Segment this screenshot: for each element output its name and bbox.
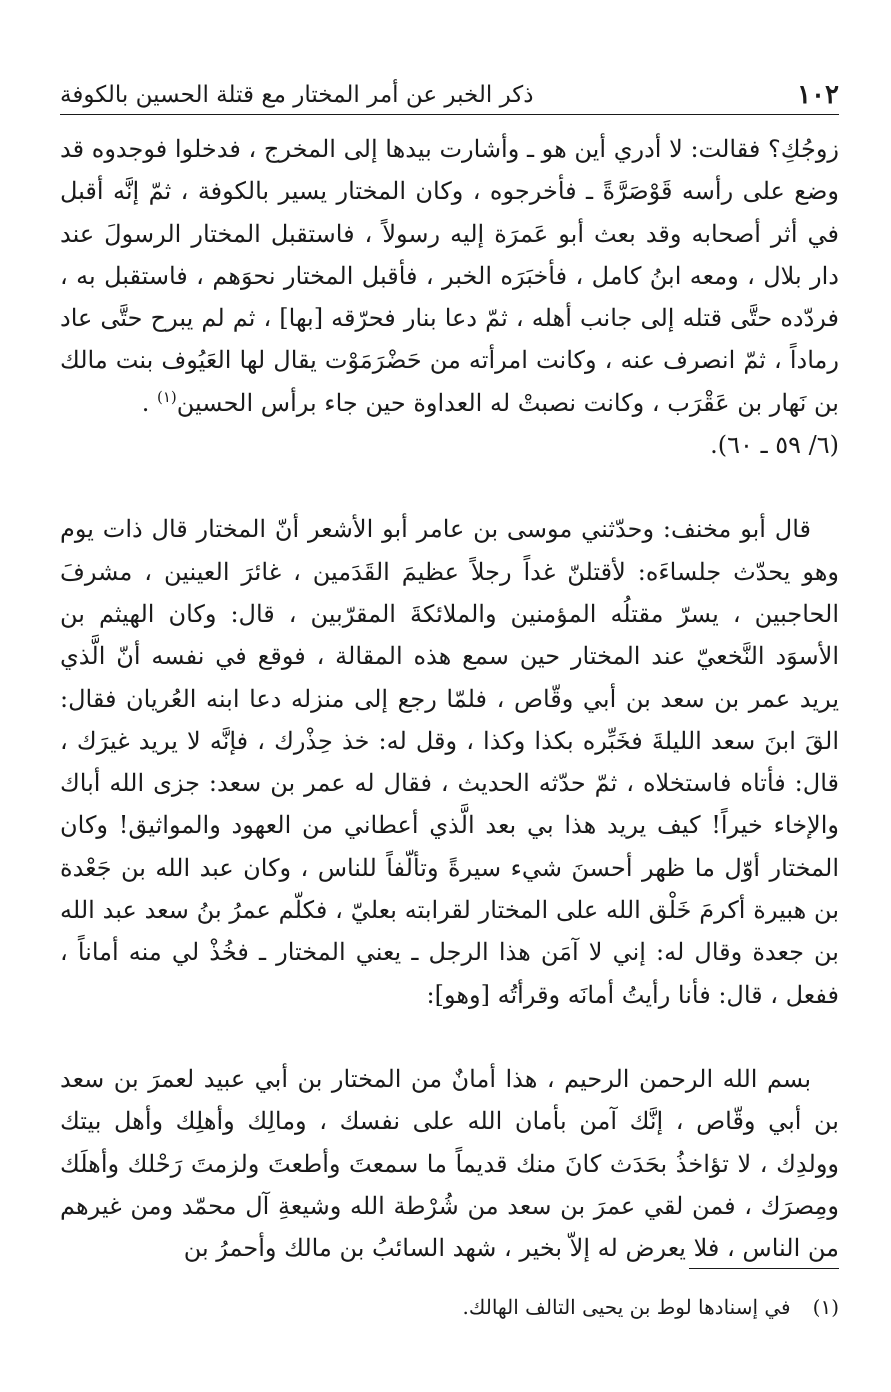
chapter-title: ذكر الخبر عن أمر المختار مع قتلة الحسين بالكوفة [60,82,534,108]
paragraph-text: زوجُكِ؟ فقالت: لا أدري أين هو ـ وأشارت بيدها إلى المخرج ، فدخلوا فوجدوه قد وضع على رأسه قَوْصَرَّةً ـ فأخرجوه ، وكان المختار يسير بالكوفة ، ثمّ إنَّه أقبل في أثر أصحابه وقد بعث أبو عَمرَة إليه رسولاً ، فاستقبل المختار الرسولَ عند دار بلال ، ومعه ابنُ كامل ، فأخبَرَه الخبر ، فأقبل المختار نحوَهم ، فاستقبل به ، فردّده حتَّى قتله إلى جانب أهله ، ثمّ دعا بنار فحرّقه [بها] ، ثم لم يبرح حتَّى عاد رماداً ، ثمّ انصرف عنه ، وكانت امرأته من حَضْرَمَوْت يقال لها العَيُوف بنت مالك بن نَهار بن عَقْرَب ، وكانت نصبتْ له العداوة حين جاء برأس الحسين [60,135,840,417]
footnote-marker: (١) [156,387,177,406]
footnote [60,1292,839,1322]
paragraph: قال أبو مخنف: وحدّثني موسى بن عامر أبو الأشعر أنّ المختار قال ذات يوم وهو يحدّث جلساءَه: لأقتلنّ غداً رجلاً عظيمَ القَدَمين ، غائرَ العينين ، مشرفَ الحاجبين ، يسرّ مقتلُه المؤمنين والملائكةَ المقرّبين ، قال: وكان الهيثم بن الأسوَد النَّخعيّ عند المختار حين سمع هذه المقالة ، فوقع في نفسه أنّ الَّذي يريد عمر بن سعد بن أبي وقّاص ، فلمّا رجع إلى منزله دعا ابنه العُريان فقال: القَ ابنَ سعد الليلةَ فخَبِّره بكذا وكذا ، وقل له: خذ حِذْرك ، فإنَّه لا يريد غيرَك ، قال: فأتاه فاستخلاه ، ثمّ حدّثه الحديث ، فقال له عمر بن سعد: جزى الله أباك والإخاء خيراً! كيف يريد هذا بي بعد الَّذي أعطاني من العهود والمواثيق! وكان المختار أوّل ما ظهر أحسنَ شيء سيرةً وتألّفاً للناس ، وكان عبد الله بن جَعْدة بن هبيرة أكرمَ خَلْق الله على المختار لقرابته بعليّ ، فكلّم عمرُ بنُ سعد عبد الله بن جعدة وقال له: إني لا آمَن هذا الرجل ـ يعني المختار ـ فخُذْ لي منه أماناً ، ففعل ، قال: فأنا رأيتُ أمانَه وقرأتُه [وهو]: [60,515,839,1009]
page-number: ١٠٢ [797,80,839,110]
paragraph: بسم الله الرحمن الرحيم ، هذا أمانٌ من المختار بن أبي عبيد لعمرَ بن سعد بن أبي وقّاص ، إنَّك آمن بأمان الله على نفسك ، ومالِك وأهلِك وأهل بيتك وولدِك ، لا تؤاخذُ بحَدَث كانَ منك قديماً ما سمعتَ وأطعتَ ولزمتَ رَحْلك وأهلَك ومِصرَك ، فمن لقي عمرَ بن سعد من شُرْطة الله وشيعةِ آل محمّد ومن غيرهم من الناس ، فلا يعرض له إلاّ بخير ، شهد السائبُ بن مالك وأحمرُ بن [60,1064,839,1263]
footnote-text: في إسنادها لوط بن يحيى التالف الهالك. [462,1295,791,1319]
source-reference: (٦/ ٥٩ ـ ٦٠). [710,431,839,460]
paragraph-end: . [141,388,157,417]
footnote-number: (١) [812,1295,839,1319]
running-header [60,70,839,110]
footnote-divider [689,1268,839,1269]
header-divider [60,114,839,115]
paragraph [60,128,839,466]
main-text [60,128,839,1269]
